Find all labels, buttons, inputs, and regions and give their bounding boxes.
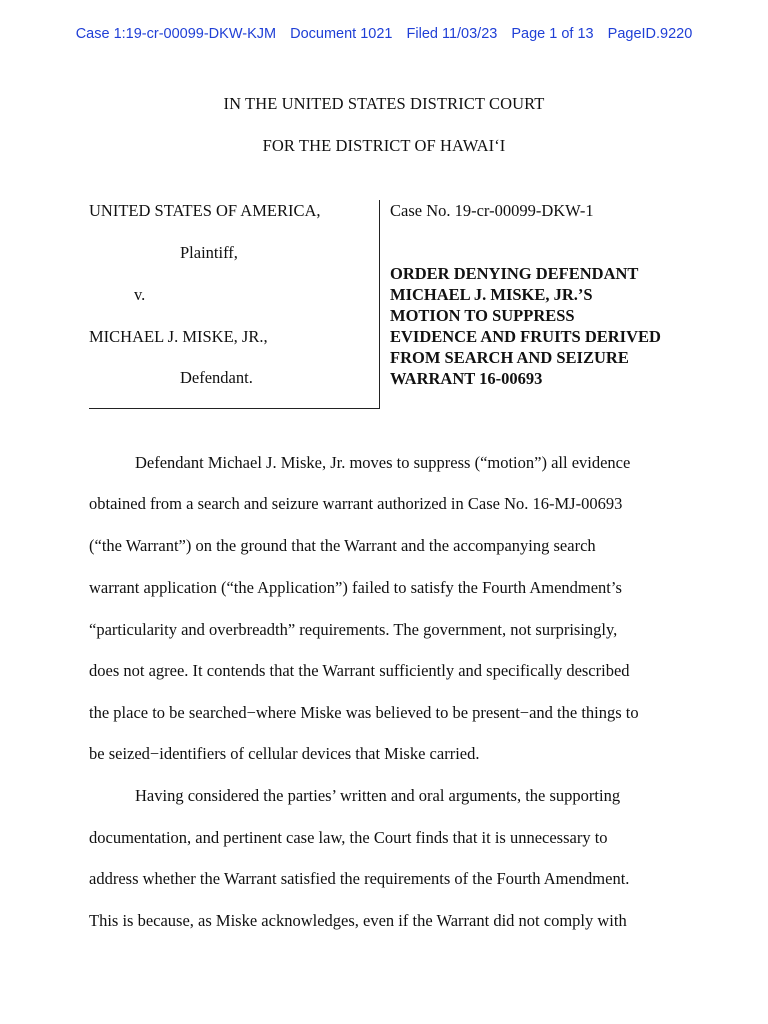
order-title-line: MOTION TO SUPPRESS bbox=[390, 306, 575, 325]
body-text-line: documentation, and pertinent case law, the Court finds that it is unnecessary to bbox=[89, 828, 608, 847]
body-text-line: (“the Warrant”) on the ground that the Warrant and the accompanying search bbox=[89, 536, 596, 555]
body-text-line: “particularity and overbreadth” requirements. The government, not surprisingly, bbox=[89, 620, 618, 639]
body-text-line: This is because, as Miske acknowledges, even if the Warrant did not comply with bbox=[89, 911, 627, 930]
court-name-line-2: FOR THE DISTRICT OF HAWAI‘I bbox=[262, 136, 506, 155]
plaintiff-role: Plaintiff, bbox=[180, 243, 238, 262]
order-title-line: ORDER DENYING DEFENDANT bbox=[390, 264, 639, 283]
caption-horizontal-divider bbox=[89, 408, 380, 409]
order-title bbox=[390, 263, 690, 389]
body-text-line: Defendant Michael J. Miske, Jr. moves to suppress (“motion”) all evidence bbox=[135, 453, 631, 472]
order-title-line: FROM SEARCH AND SEIZURE bbox=[390, 348, 629, 367]
body-text-line: Having considered the parties’ written and oral arguments, the supporting bbox=[135, 786, 621, 805]
defendant-name: MICHAEL J. MISKE, JR., bbox=[89, 327, 268, 346]
body-text-line: be seized−identifiers of cellular devices that Miske carried. bbox=[89, 744, 480, 763]
body-text-line: the place to be searched−where Miske was believed to be present−and the things to bbox=[89, 703, 639, 722]
court-name-line-1: IN THE UNITED STATES DISTRICT COURT bbox=[223, 94, 545, 113]
versus: v. bbox=[134, 285, 146, 304]
header-page-id: PageID.9220 bbox=[607, 26, 693, 42]
order-title-line: EVIDENCE AND FRUITS DERIVED bbox=[390, 327, 661, 346]
header-filed-date: Filed 11/03/23 bbox=[406, 26, 498, 42]
body-text-line: obtained from a search and seizure warrant authorized in Case No. 16-MJ-00693 bbox=[89, 494, 623, 513]
case-number: Case No. 19-cr-00099-DKW-1 bbox=[390, 201, 594, 220]
body-text-line: does not agree. It contends that the Warrant sufficiently and specifically described bbox=[89, 661, 630, 680]
defendant-role: Defendant. bbox=[180, 368, 253, 387]
header-document-number: Document 1021 bbox=[290, 26, 393, 42]
plaintiff-name: UNITED STATES OF AMERICA, bbox=[89, 201, 321, 220]
body-text-line: warrant application (“the Application”) failed to satisfy the Fourth Amendment’s bbox=[89, 578, 622, 597]
header-case-number: Case 1:19-cr-00099-DKW-KJM bbox=[75, 26, 277, 42]
order-title-line: WARRANT 16-00693 bbox=[390, 369, 543, 388]
filing-header bbox=[0, 26, 768, 42]
header-page-number: Page 1 of 13 bbox=[511, 26, 594, 42]
body-text-line: address whether the Warrant satisfied the requirements of the Fourth Amendment. bbox=[89, 869, 630, 888]
order-title-line: MICHAEL J. MISKE, JR.’S bbox=[390, 285, 593, 304]
caption-vertical-divider bbox=[379, 200, 380, 409]
